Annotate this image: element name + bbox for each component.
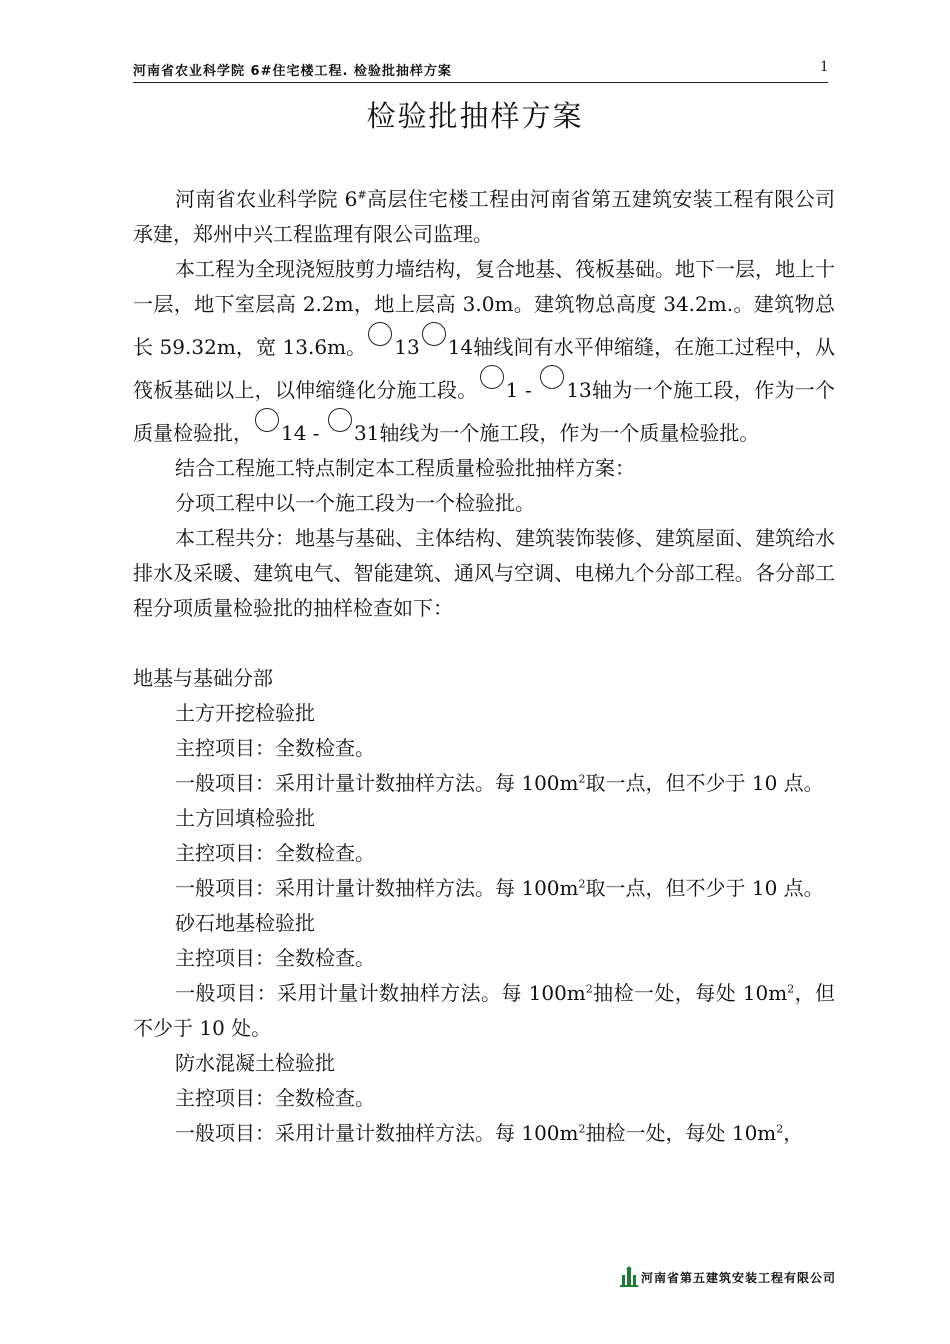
document-title: 检验批抽样方案 [366,99,584,133]
axis-circle-icon [368,322,392,346]
axis-label: 13 [566,378,592,402]
axis-label: 14 [281,421,307,445]
axis-label: 1 [505,378,519,402]
item-title: 土方开挖检验批 [175,701,315,725]
item-title: 砂石地基检验批 [175,911,315,935]
axis-circle-icon [540,365,564,389]
page-number: 1 [820,58,828,75]
item-general: 一般项目：采用计量计数抽样方法。每 $100m^2$抽检一处，每处 $10m^2$，但不少于 10 处。 [133,981,836,1040]
header-title: 河南省农业科学院 6#住宅楼工程. 检验批抽样方案 [133,64,452,79]
page-footer [619,1266,836,1288]
item-title: 土方回填检验批 [175,806,315,830]
axis-circle-icon [422,322,446,346]
item-main-control: 主控项目：全数检查。 [175,1086,375,1110]
intro-paragraph-3: 结合工程施工特点制定本工程质量检验批抽样方案： [175,456,635,480]
item-general: 一般项目：采用计量计数抽样方法。每 $100m^2$取一点，但不少于 10 点。 [175,876,824,900]
axis-label: 13 [394,335,420,359]
intro-paragraph-4: 分项工程中以一个施工段为一个检验批。 [175,491,535,515]
intro-paragraph-2: 本工程为全现浇短肢剪力墙结构，复合地基、筏板基础。地下一层，地上十一层，地下室层高 2.2m，地上层高 3.0m。建筑物总高度 34.2m.。建筑物总长 59.32m，宽 13.6m。 13 14轴线间有水平伸缩缝，在施工过程中，从筏板基础以上，以伸缩缝化分施工段。 1 - 13轴为一个施工段，作为一个质量检验批， 14 - 31轴线为一个施工段，作为一个质量检验批。 [133,257,836,445]
axis-circle-icon [255,408,279,432]
item-title: 防水混凝土检验批 [175,1051,335,1075]
item-main-control: 主控项目：全数检查。 [175,946,375,970]
intro-paragraph-5: 本工程共分：地基与基础、主体结构、建筑装饰装修、建筑屋面、建筑给水排水及采暖、建筑电气、智能建筑、通风与空调、电梯九个分部工程。各分部工程分项质量检验批的抽样检查如下： [133,526,835,620]
axis-circle-icon [480,365,504,389]
footer-company: 河南省第五建筑安装工程有限公司 [640,1270,836,1285]
document-body [133,182,835,1151]
page-header [133,60,828,83]
axis-circle-icon [328,408,352,432]
section-title: 地基与基础分部 [133,666,273,690]
intro-paragraph-1: 河南省农业科学院 6#高层住宅楼工程由河南省第五建筑安装工程有限公司承建，郑州中兴工程监理有限公司监理。 [133,187,835,246]
item-general: 一般项目：采用计量计数抽样方法。每 $100m^2$抽检一处，每处 $10m^2$， [175,1121,804,1145]
item-general: 一般项目：采用计量计数抽样方法。每 $100m^2$取一点，但不少于 10 点。 [175,771,824,795]
item-main-control: 主控项目：全数检查。 [175,841,375,865]
axis-label: 31 [353,421,380,445]
spacer [133,626,835,661]
item-main-control: 主控项目：全数检查。 [175,736,375,760]
axis-label: 14 [447,335,474,359]
building-logo-icon [619,1266,639,1288]
